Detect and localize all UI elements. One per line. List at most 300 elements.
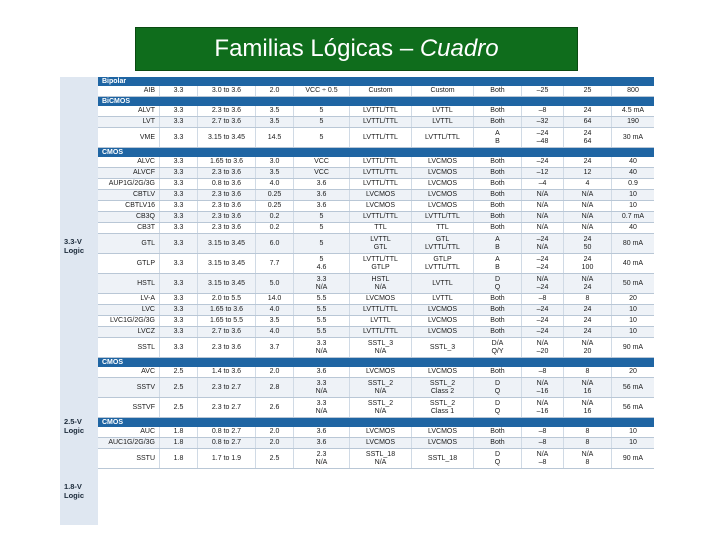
- table-cell: 3.3 N/A: [294, 274, 350, 293]
- table-cell: 5: [294, 106, 350, 116]
- table-cell: –24: [522, 327, 564, 337]
- table-cell: LVCMOS: [412, 427, 474, 437]
- table-cell: –25: [522, 86, 564, 96]
- table-cell: 12: [564, 168, 612, 178]
- table-cell: 3.3: [160, 327, 198, 337]
- table-cell: 20: [629, 295, 637, 302]
- family-name-cell: LVC: [98, 305, 160, 315]
- table-cell: N/A: [564, 223, 612, 233]
- table-cell: LVTTL/TTL: [350, 106, 412, 116]
- table-cell: LVTTL/TTL: [412, 128, 474, 147]
- table-cell: 0.8 to 2.7: [198, 427, 256, 437]
- family-name-cell: LVC1G/2G/3G: [98, 316, 160, 326]
- family-name-cell: SSTL: [98, 338, 160, 357]
- table-cell: 2.0 to 5.5: [198, 294, 256, 304]
- table-cell: D Q: [474, 449, 522, 468]
- table-cell: LVCMOS: [350, 367, 412, 377]
- table-row: [98, 398, 654, 418]
- table-cell: 5.5: [294, 294, 350, 304]
- family-name-cell: ALVCF: [98, 168, 160, 178]
- table-cell: LVCMOS: [350, 190, 412, 200]
- table-cell: LVTTL: [412, 117, 474, 127]
- table-cell: 3.3: [160, 179, 198, 189]
- table-cell: 2.5: [160, 367, 198, 377]
- section-header: CMOS: [98, 148, 654, 157]
- table-cell: 24: [564, 316, 612, 326]
- table-row: [98, 338, 654, 358]
- table-cell: 3.3: [160, 254, 198, 273]
- family-name-cell: CB3T: [98, 223, 160, 233]
- table-cell: 1.8: [160, 438, 198, 448]
- table-cell: D Q: [474, 398, 522, 417]
- table-cell: 1.8: [160, 427, 198, 437]
- table-cell: 5 4.6: [294, 254, 350, 273]
- table-cell: TTL: [412, 223, 474, 233]
- table-cell: 2.3 to 2.7: [198, 398, 256, 417]
- table-cell: 3.3: [160, 294, 198, 304]
- table-cell: LVCMOS: [412, 438, 474, 448]
- table-cell: N/A 8: [564, 449, 612, 468]
- table-cell: 3.3: [160, 117, 198, 127]
- table-cell: 3.3: [160, 201, 198, 211]
- table-cell: Both: [474, 212, 522, 222]
- table-cell: VCC: [294, 168, 350, 178]
- family-name-cell: AUP1G/2G/3G: [98, 179, 160, 189]
- table-cell: 10: [629, 428, 637, 435]
- table-cell: 4.0: [256, 327, 294, 337]
- table-cell: SSTL_18: [412, 449, 474, 468]
- family-name-cell: AIB: [98, 86, 160, 96]
- family-name-cell: AUC1G/2G/3G: [98, 438, 160, 448]
- table-cell: 10: [629, 191, 637, 198]
- table-cell: LVCMOS: [350, 201, 412, 211]
- table-cell: 3.3 N/A: [294, 378, 350, 397]
- table-cell: LVTTL/TTL: [350, 305, 412, 315]
- table-cell: 3.3: [160, 86, 198, 96]
- table-cell: –8: [522, 294, 564, 304]
- family-name-cell: HSTL: [98, 274, 160, 293]
- table-cell: –8: [522, 427, 564, 437]
- table-cell: 2.3 to 3.6: [198, 168, 256, 178]
- table-row: [98, 274, 654, 294]
- section-header: CMOS: [98, 358, 654, 367]
- table-cell: 8: [564, 367, 612, 377]
- table-cell: 0.25: [256, 201, 294, 211]
- table-cell: N/A –8: [522, 449, 564, 468]
- table-cell: 1.7 to 1.9: [198, 449, 256, 468]
- table-cell: 2.7 to 3.6: [198, 117, 256, 127]
- table-cell: 56 mA: [622, 383, 644, 391]
- table-cell: 3.6: [294, 201, 350, 211]
- table-row: [98, 190, 654, 201]
- table-cell: 3.3: [160, 338, 198, 357]
- table-cell: 3.5: [256, 106, 294, 116]
- table-cell: 3.3: [160, 106, 198, 116]
- table-cell: 5.5: [294, 305, 350, 315]
- table-cell: –4: [522, 179, 564, 189]
- table-cell: Both: [474, 201, 522, 211]
- table-cell: 3.0 to 3.6: [198, 86, 256, 96]
- table-cell: 2.3 to 2.7: [198, 378, 256, 397]
- table-cell: A B: [474, 234, 522, 253]
- family-name-cell: LV-A: [98, 294, 160, 304]
- table-cell: Custom: [412, 86, 474, 96]
- table-cell: 2.0: [256, 427, 294, 437]
- table-cell: 2.3 to 3.6: [198, 190, 256, 200]
- table-cell: LVTTL/TTL: [350, 327, 412, 337]
- table-cell: 0.8 to 3.6: [198, 179, 256, 189]
- table-cell: LVCMOS: [412, 190, 474, 200]
- table-row: [98, 438, 654, 449]
- table-cell: SSTL_3: [412, 338, 474, 357]
- family-name-cell: CB3Q: [98, 212, 160, 222]
- table-cell: 3.5: [256, 168, 294, 178]
- table-cell: 4.0: [256, 179, 294, 189]
- table-cell: 3.3 N/A: [294, 398, 350, 417]
- table-cell: Both: [474, 179, 522, 189]
- table-cell: –8: [522, 438, 564, 448]
- table-row: [98, 234, 654, 254]
- table-cell: 10: [629, 439, 637, 446]
- table-cell: 8: [564, 427, 612, 437]
- table-cell: LVCMOS: [350, 294, 412, 304]
- table-cell: 20: [629, 368, 637, 375]
- table-row: [98, 117, 654, 128]
- table-cell: 3.3: [160, 234, 198, 253]
- table-row: [98, 378, 654, 398]
- table-cell: –24 N/A: [522, 234, 564, 253]
- table-cell: 0.25: [256, 190, 294, 200]
- table-cell: N/A –20: [522, 338, 564, 357]
- table-cell: 64: [564, 117, 612, 127]
- family-name-cell: AUC: [98, 427, 160, 437]
- table-cell: 14.5: [256, 128, 294, 147]
- table-cell: –24 –48: [522, 128, 564, 147]
- table-cell: 3.3: [160, 168, 198, 178]
- table-cell: 1.8: [160, 449, 198, 468]
- table-cell: 10: [629, 202, 637, 209]
- table-cell: Both: [474, 157, 522, 167]
- table-cell: 90 mA: [622, 343, 644, 351]
- table-cell: LVTTL/TTL: [350, 117, 412, 127]
- table-cell: 2.3 N/A: [294, 449, 350, 468]
- table-row: [98, 427, 654, 438]
- table-cell: VCC: [294, 157, 350, 167]
- table-cell: LVCMOS: [412, 367, 474, 377]
- table-cell: A B: [474, 254, 522, 273]
- table-cell: 3.5: [256, 117, 294, 127]
- table-cell: 3.6: [294, 367, 350, 377]
- table-cell: 2.3 to 3.6: [198, 201, 256, 211]
- table-cell: 24: [564, 157, 612, 167]
- table-cell: Both: [474, 367, 522, 377]
- table-cell: 3.15 to 3.45: [198, 254, 256, 273]
- table-row: [98, 305, 654, 316]
- table-cell: 2.7 to 3.6: [198, 327, 256, 337]
- table-cell: LVTTL GTL: [350, 234, 412, 253]
- table-row: [98, 327, 654, 338]
- table-cell: LVTTL/TTL: [350, 128, 412, 147]
- table-cell: LVTTL: [412, 294, 474, 304]
- family-name-cell: LVCZ: [98, 327, 160, 337]
- table-cell: 5: [294, 234, 350, 253]
- table-cell: Both: [474, 294, 522, 304]
- table-cell: 190: [627, 118, 639, 125]
- table-cell: –24 –24: [522, 254, 564, 273]
- table-cell: 0.2: [256, 212, 294, 222]
- table-cell: 5: [294, 117, 350, 127]
- table-cell: 2.3 to 3.6: [198, 212, 256, 222]
- table-row: [98, 128, 654, 148]
- table-cell: N/A –16: [522, 398, 564, 417]
- table-row: [98, 316, 654, 327]
- table-cell: 8: [564, 294, 612, 304]
- table-cell: LVCMOS: [350, 427, 412, 437]
- table-cell: 5: [294, 212, 350, 222]
- table-cell: LVTTL/TTL: [412, 212, 474, 222]
- table-cell: 40: [629, 169, 637, 176]
- table-cell: 40: [629, 224, 637, 231]
- table-cell: 80 mA: [622, 239, 644, 247]
- table-cell: D Q: [474, 274, 522, 293]
- table-cell: SSTL_2 Class 2: [412, 378, 474, 397]
- table-cell: 2.6: [256, 398, 294, 417]
- table-cell: 10: [629, 306, 637, 313]
- table-cell: 2.5: [160, 378, 198, 397]
- table-cell: SSTL_18 N/A: [350, 449, 412, 468]
- table-cell: 4.5 mA: [621, 107, 645, 114]
- table-cell: 56 mA: [622, 403, 644, 411]
- table-cell: –8: [522, 106, 564, 116]
- table-cell: Both: [474, 168, 522, 178]
- table-cell: 2.8: [256, 378, 294, 397]
- table-cell: 10: [629, 317, 637, 324]
- table-cell: 3.3 N/A: [294, 338, 350, 357]
- table-cell: 0.9: [628, 180, 638, 187]
- table-cell: 3.3: [160, 190, 198, 200]
- table-row: [98, 254, 654, 274]
- table-cell: 2.3 to 3.6: [198, 338, 256, 357]
- table-cell: 3.3: [160, 212, 198, 222]
- family-name-cell: AVC: [98, 367, 160, 377]
- table-row: [98, 223, 654, 234]
- table-cell: 3.3: [160, 223, 198, 233]
- table-row: [98, 168, 654, 179]
- table-cell: 2.0: [256, 86, 294, 96]
- table-cell: –24: [522, 157, 564, 167]
- table-row: [98, 179, 654, 190]
- table-row: [98, 157, 654, 168]
- title-main: Familias Lógicas –: [214, 35, 420, 62]
- table-cell: SSTL_2 N/A: [350, 378, 412, 397]
- family-name-cell: ALVT: [98, 106, 160, 116]
- table-cell: SSTL_2 Class 1: [412, 398, 474, 417]
- family-name-cell: GTLP: [98, 254, 160, 273]
- table-row: [98, 201, 654, 212]
- table-cell: LVCMOS: [412, 201, 474, 211]
- table-cell: 3.3: [160, 316, 198, 326]
- table-cell: 3.3: [160, 274, 198, 293]
- table-row: [98, 367, 654, 378]
- table-cell: D/A Q/Y: [474, 338, 522, 357]
- table-cell: Both: [474, 223, 522, 233]
- table-cell: –8: [522, 367, 564, 377]
- table-cell: 24 100: [564, 254, 612, 273]
- table-cell: 3.15 to 3.45: [198, 274, 256, 293]
- table-cell: N/A: [522, 201, 564, 211]
- table-cell: 1.65 to 3.6: [198, 157, 256, 167]
- table-cell: Both: [474, 438, 522, 448]
- title-italic: Cuadro: [419, 35, 499, 62]
- table-cell: 8: [564, 438, 612, 448]
- table-cell: –32: [522, 117, 564, 127]
- table-cell: LVCMOS: [412, 316, 474, 326]
- table-cell: N/A: [522, 223, 564, 233]
- table-cell: 5: [294, 128, 350, 147]
- table-cell: 3.7: [256, 338, 294, 357]
- table-cell: 5: [294, 223, 350, 233]
- family-name-cell: SSTV: [98, 378, 160, 397]
- table-cell: 3.3: [160, 128, 198, 147]
- table-cell: 0.2: [256, 223, 294, 233]
- logic-families-table: [60, 77, 654, 525]
- table-cell: Both: [474, 427, 522, 437]
- table-cell: –12: [522, 168, 564, 178]
- table-cell: D Q: [474, 378, 522, 397]
- section-header: CMOS: [98, 418, 654, 427]
- table-cell: 50 mA: [622, 279, 644, 287]
- family-name-cell: SSTVF: [98, 398, 160, 417]
- table-cell: 4.0: [256, 305, 294, 315]
- table-cell: 7.7: [256, 254, 294, 273]
- table-cell: LVTTL/TTL: [350, 157, 412, 167]
- table-cell: LVTTL: [350, 316, 412, 326]
- table-cell: 24 50: [564, 234, 612, 253]
- table-cell: A B: [474, 128, 522, 147]
- table-cell: 2.5: [160, 398, 198, 417]
- page-title: [214, 35, 498, 63]
- table-cell: Both: [474, 117, 522, 127]
- table-cell: N/A 24: [564, 274, 612, 293]
- table-cell: 3.3: [160, 305, 198, 315]
- table-cell: LVTTL: [412, 106, 474, 116]
- table-cell: N/A –16: [522, 378, 564, 397]
- table-cell: Both: [474, 190, 522, 200]
- family-name-cell: VME: [98, 128, 160, 147]
- family-name-cell: GTL: [98, 234, 160, 253]
- table-cell: 3.6: [294, 438, 350, 448]
- table-cell: Custom: [350, 86, 412, 96]
- family-name-cell: CBTLV16: [98, 201, 160, 211]
- table-cell: LVTTL/TTL: [350, 168, 412, 178]
- table-cell: 25: [564, 86, 612, 96]
- table-cell: N/A: [564, 190, 612, 200]
- table-cell: TTL: [350, 223, 412, 233]
- table-cell: 0.8 to 2.7: [198, 438, 256, 448]
- table-cell: 6.0: [256, 234, 294, 253]
- table-cell: 24: [564, 305, 612, 315]
- table-cell: VCC ÷ 0.5: [294, 86, 350, 96]
- group-label-3v3: 3.3-V Logic: [64, 237, 84, 255]
- table-cell: 2.3 to 3.6: [198, 223, 256, 233]
- group-label-column: [60, 77, 98, 525]
- table-cell: 14.0: [256, 294, 294, 304]
- table-cell: 3.6: [294, 427, 350, 437]
- table-cell: 0.7 mA: [621, 213, 645, 220]
- table-cell: N/A 16: [564, 398, 612, 417]
- table-cell: GTLP LVTTL/TTL: [412, 254, 474, 273]
- table-cell: 3.6: [294, 190, 350, 200]
- table-cell: Both: [474, 86, 522, 96]
- table-cell: SSTL_2 N/A: [350, 398, 412, 417]
- table-cell: 40: [629, 158, 637, 165]
- table-cell: LVCMOS: [412, 179, 474, 189]
- table-cell: 24: [564, 106, 612, 116]
- group-label-2v5: 2.5-V Logic: [64, 417, 84, 435]
- table-cell: Both: [474, 305, 522, 315]
- table-cell: LVCMOS: [412, 327, 474, 337]
- table-cell: LVCMOS: [412, 305, 474, 315]
- table-cell: 30 mA: [622, 133, 644, 141]
- table-row: [98, 449, 654, 469]
- table-row: [98, 294, 654, 305]
- table-cell: N/A 16: [564, 378, 612, 397]
- table-cell: 4: [564, 179, 612, 189]
- table-cell: LVTTL: [412, 274, 474, 293]
- table-cell: LVCMOS: [412, 157, 474, 167]
- table-cell: LVTTL/TTL: [350, 212, 412, 222]
- table-cell: N/A 20: [564, 338, 612, 357]
- table-cell: –24: [522, 316, 564, 326]
- table-cell: LVTTL/TTL GTLP: [350, 254, 412, 273]
- table-cell: 5.5: [294, 316, 350, 326]
- table-row: [98, 86, 654, 97]
- table-row: [98, 106, 654, 117]
- table-cell: Both: [474, 316, 522, 326]
- table-cell: 2.3 to 3.6: [198, 106, 256, 116]
- table-cell: 90 mA: [622, 454, 644, 462]
- family-name-cell: CBTLV: [98, 190, 160, 200]
- table-cell: HSTL N/A: [350, 274, 412, 293]
- table-cell: 2.0: [256, 438, 294, 448]
- section-header: BiCMOS: [98, 97, 654, 106]
- table-cell: 1.65 to 3.6: [198, 305, 256, 315]
- table-cell: 3.0: [256, 157, 294, 167]
- table-cell: 5.5: [294, 327, 350, 337]
- family-name-cell: ALVC: [98, 157, 160, 167]
- section-header: Bipolar: [98, 77, 654, 86]
- table-cell: SSTL_3 N/A: [350, 338, 412, 357]
- table-cell: N/A –24: [522, 274, 564, 293]
- group-label-1v8: 1.8-V Logic: [64, 482, 84, 500]
- table-cell: 2.0: [256, 367, 294, 377]
- table-cell: –24: [522, 305, 564, 315]
- table-cell: 800: [627, 87, 639, 94]
- table-cell: N/A: [522, 190, 564, 200]
- table-cell: 1.4 to 3.6: [198, 367, 256, 377]
- table-cell: LVCMOS: [412, 168, 474, 178]
- table-cell: 3.15 to 3.45: [198, 128, 256, 147]
- table-cell: 1.65 to 5.5: [198, 316, 256, 326]
- family-name-cell: LVT: [98, 117, 160, 127]
- table-cell: GTL LVTTL/TTL: [412, 234, 474, 253]
- table-cell: LVTTL/TTL: [350, 179, 412, 189]
- table-cell: Both: [474, 106, 522, 116]
- table-cell: 3.15 to 3.45: [198, 234, 256, 253]
- table-cell: LVCMOS: [350, 438, 412, 448]
- table-cell: 10: [629, 328, 637, 335]
- table-cell: 2.5: [256, 449, 294, 468]
